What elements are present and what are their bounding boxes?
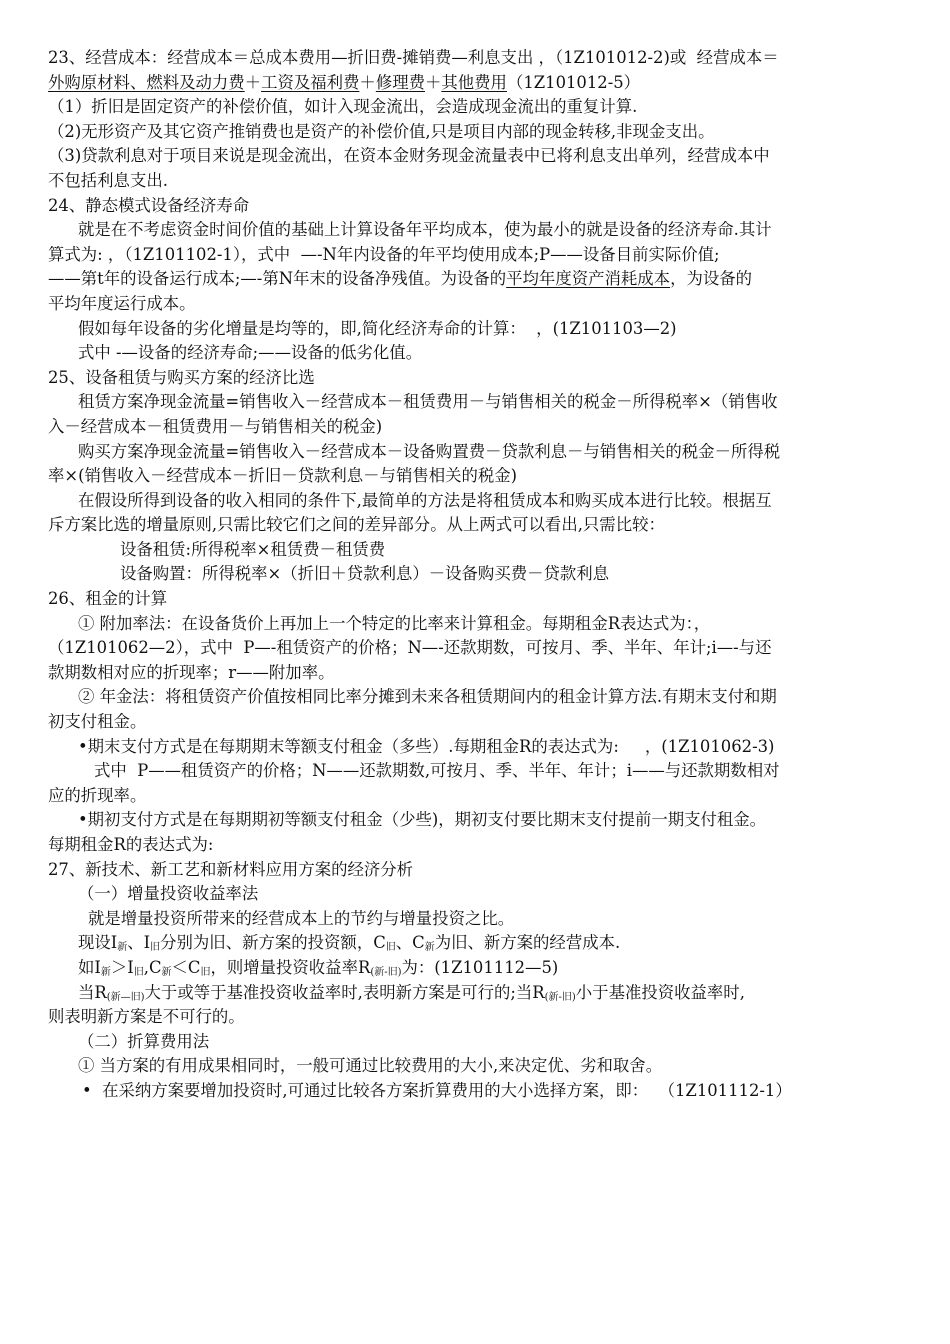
subscript: 新 [100,966,111,978]
s24-line-5: 假如每年设备的劣化增量是均等的，即,简化经济寿命的计算： ，(1Z101103—2) [78,318,677,338]
s24-line-6: 式中 -—设备的经济寿命;——设备的低劣化值。 [78,343,423,363]
text-run: ,C [143,957,162,977]
s27-line-5: 则表明新方案是不可行的。 [48,1007,245,1027]
s25-line-4: 率×(销售收入－经营成本－折旧－贷款利息－与销售相关的税金) [48,466,518,486]
s24-line-2: 算式为: ，（1Z101102-1），式中 —-N年内设备的年平均使用成本;P——设备目前实际价值; [48,244,720,264]
s26-line-2: （1Z101062—2），式中 P—-租赁资产的价格；N—-还款期数，可按月、季、半年、年计;i—-与还 [48,638,772,658]
s26-line-6: •期末支付方式是在每期期末等额支付租金（多些）.每期租金R的表达式为: ，(1Z101062-3) [78,736,775,756]
s27-subheading-1: （一）增量投资收益率法 [78,884,259,904]
text-run: ，则增量投资收益率R [210,957,371,977]
subscript: 旧 [150,942,161,954]
plus-sign: ＋ [424,72,442,92]
section-27-title: 27、新技术、新工艺和新材料应用方案的经济分析 [48,859,414,879]
underlined-term: 工资及福利费 [261,72,360,92]
text-run: 、I [127,933,151,953]
text-run: 如I [78,957,101,977]
section-26-title: 26、租金的计算 [48,589,168,609]
s27-line-6: ① 当方案的有用成果相同时，一般可通过比较费用的大小,来决定优、劣和取舍。 [78,1056,663,1076]
s27-line-4 [48,981,908,1006]
plus-sign: ＋ [244,72,262,92]
s27-line-1: 就是增量投资所带来的经营成本上的节约与增量投资之比。 [88,908,515,928]
s25-line-2: 入－经营成本－租赁费用－与销售相关的税金) [48,416,383,436]
s23-line-5: （3)贷款利息对于项目来说是现金流出，在资本金财务现金流量表中已将利息支出单列，经营成本中 [48,146,770,166]
s26-line-7: 式中 P——租赁资产的价格；N——还款期数,可按月、季、半年、年计；i——与还款期数相对 [94,761,780,781]
s26-line-1: ① 附加率法：在设备货价上再加上一个特定的比率来计算租金。每期租金R表达式为：， [78,613,711,633]
s27-line-7: • 在采纳方案要增加投资时,可通过比较各方案折算费用的大小选择方案，即： （1Z101112-1） [82,1080,792,1100]
text-run: 当R [78,982,107,1002]
s23-line-6: 不包括利息支出. [48,170,168,190]
text-run: 为：(1Z101112—5) [401,957,559,977]
s25-line-7: 设备租赁:所得税率×租赁费－租赁费 [120,539,386,559]
s23-line-3: （1）折旧是固定资产的补偿价值，如计入现金流出，会造成现金流出的重复计算. [48,97,638,117]
s26-line-9: •期初支付方式是在每期期初等额支付租金（少些)，期初支付要比期末支付提前一期支付租金。 [78,810,767,830]
s26-line-5: 初支付租金。 [48,712,147,732]
section-25-title: 25、设备租赁与购买方案的经济比选 [48,367,315,387]
subscript: 旧 [200,966,211,978]
text-run: 现设I [78,933,118,953]
s27-subheading-2: （二）折算费用法 [78,1031,210,1051]
underlined-term: 外购原材料、燃料及动力费 [48,72,245,92]
s27-line-2 [48,931,908,956]
formula-code: （1Z101012-5） [506,72,641,92]
s25-line-5: 在假设所得到设备的收入相同的条件下,最简单的方法是将租赁成本和购买成本进行比较。根据互 [78,490,772,510]
s26-line-8: 应的折现率。 [48,785,147,805]
section-24-title: 24、静态模式设备经济寿命 [48,195,250,215]
document-page [48,46,908,1104]
subscript: (新-旧) [370,966,402,978]
subscript: 新 [161,966,172,978]
subscript: 旧 [385,942,396,954]
subscript: 新 [424,942,435,954]
text-run: 大于或等于基准投资收益率时,表明新方案是可行的;当R [144,982,545,1002]
s25-line-3: 购买方案净现金流量=销售收入－经营成本－设备购置费－贷款利息－与销售相关的税金－所得税 [78,441,781,461]
s26-line-4: ② 年金法：将租赁资产价值按相同比率分摊到未来各租赁期间内的租金计算方法.有期末支付和期 [78,687,777,707]
s24-line-4: 平均年度运行成本。 [48,293,196,313]
underlined-term: 平均年度资产消耗成本 [506,269,671,289]
underlined-term: 修理费 [375,72,425,92]
subscript: 旧 [133,966,144,978]
s25-line-6: 斥方案比选的增量原则,只需比较它们之间的差异部分。从上两式可以看出,只需比较： [48,515,665,535]
s26-line-3: 款期数相对应的折现率；r——附加率。 [48,662,335,682]
s24-line-3 [48,267,908,292]
underlined-term: 其他费用 [441,72,507,92]
text-run: 分别为旧、新方案的投资额，C [160,933,386,953]
s25-line-8: 设备购置：所得税率×（折旧＋贷款利息）－设备购买费－贷款利息 [120,564,610,584]
s23-line-1: 23、经营成本：经营成本＝总成本费用—折旧费-摊销费—利息支出 ，（1Z101012-2)或 经营成本＝ [48,48,779,67]
s25-line-1: 租赁方案净现金流量=销售收入－经营成本－租赁费用－与销售相关的税金－所得税率×（销售收 [78,392,778,412]
s23-line-4: （2)无形资产及其它资产推销费也是资产的补偿价值,只是项目内部的现金转移,非现金支出。 [48,121,715,141]
text-run: ，为设备的 [670,269,753,289]
text-run: 、C [395,933,425,953]
s26-line-10: 每期租金R的表达式为: [48,835,214,854]
s23-line-2 [48,71,908,96]
s27-line-3 [48,956,908,981]
s24-line-1: 就是在不考虑资金时间价值的基础上计算设备年平均成本，使为最小的就是设备的经济寿命.其计 [78,220,772,240]
subscript: (新—旧) [106,991,145,1003]
text-run: ——第t年的设备运行成本;—-第N年末的设备净残值。为设备的 [48,269,507,289]
subscript: (新-旧) [544,991,576,1003]
text-run: 为旧、新方案的经营成本. [434,933,621,953]
subscript: 新 [117,942,128,954]
text-run: ＜C [171,957,201,977]
plus-sign: ＋ [359,72,376,92]
text-run: ＞I [110,957,134,977]
text-run: 小于基准投资收益率时, [575,982,745,1002]
